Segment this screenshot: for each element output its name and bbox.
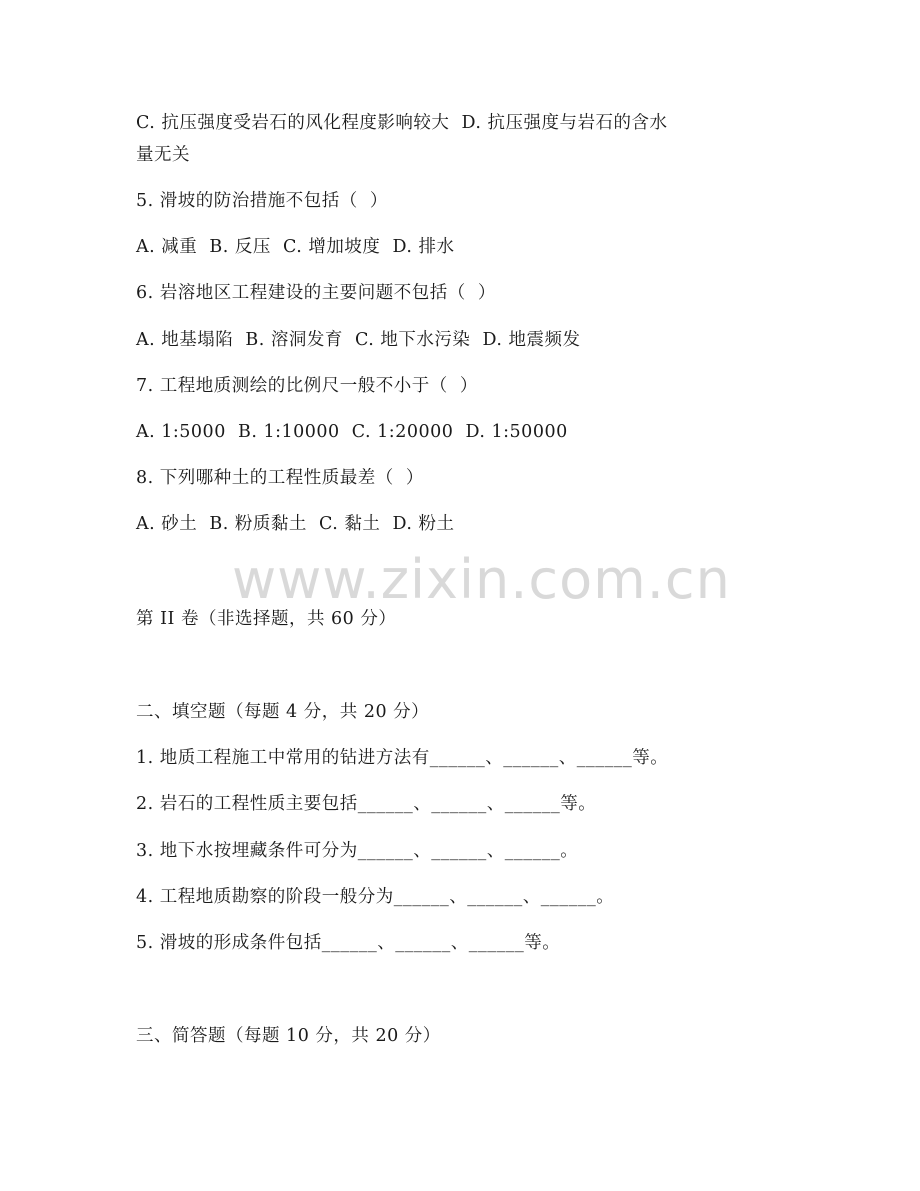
- option-line-continued: 量无关: [136, 145, 190, 165]
- fill-blank-2: 2. 岩石的工程性质主要包括______、______、______等。: [136, 794, 597, 814]
- option-line-c-d: C. 抗压强度受岩石的风化程度影响较大 D. 抗压强度与岩石的含水: [136, 113, 668, 133]
- fill-blank-5: 5. 滑坡的形成条件包括______、______、______等。: [136, 933, 561, 953]
- section-heading-fill-blank: 二、填空题（每题 4 分，共 20 分）: [136, 702, 430, 722]
- watermark: www.zixin.com.cn: [232, 548, 731, 611]
- section-heading-short-answer: 三、简答题（每题 10 分，共 20 分）: [136, 1026, 441, 1046]
- fill-blank-1: 1. 地质工程施工中常用的钻进方法有______、______、______等。: [136, 748, 669, 768]
- section-heading-part-ii: 第 II 卷（非选择题，共 60 分）: [136, 609, 397, 629]
- question-6: 6. 岩溶地区工程建设的主要问题不包括（ ）: [136, 283, 496, 303]
- question-8: 8. 下列哪种土的工程性质最差（ ）: [136, 468, 424, 488]
- question-6-options: A. 地基塌陷 B. 溶洞发育 C. 地下水污染 D. 地震频发: [136, 330, 581, 350]
- question-5: 5. 滑坡的防治措施不包括（ ）: [136, 191, 388, 211]
- question-7: 7. 工程地质测绘的比例尺一般不小于（ ）: [136, 376, 478, 396]
- fill-blank-3: 3. 地下水按埋藏条件可分为______、______、______。: [136, 841, 579, 861]
- question-5-options: A. 减重 B. 反压 C. 增加坡度 D. 排水: [136, 237, 455, 257]
- question-7-options: A. 1:5000 B. 1:10000 C. 1:20000 D. 1:50000: [136, 422, 568, 442]
- question-8-options: A. 砂土 B. 粉质黏土 C. 黏土 D. 粉土: [136, 514, 455, 534]
- fill-blank-4: 4. 工程地质勘察的阶段一般分为______、______、______。: [136, 887, 615, 907]
